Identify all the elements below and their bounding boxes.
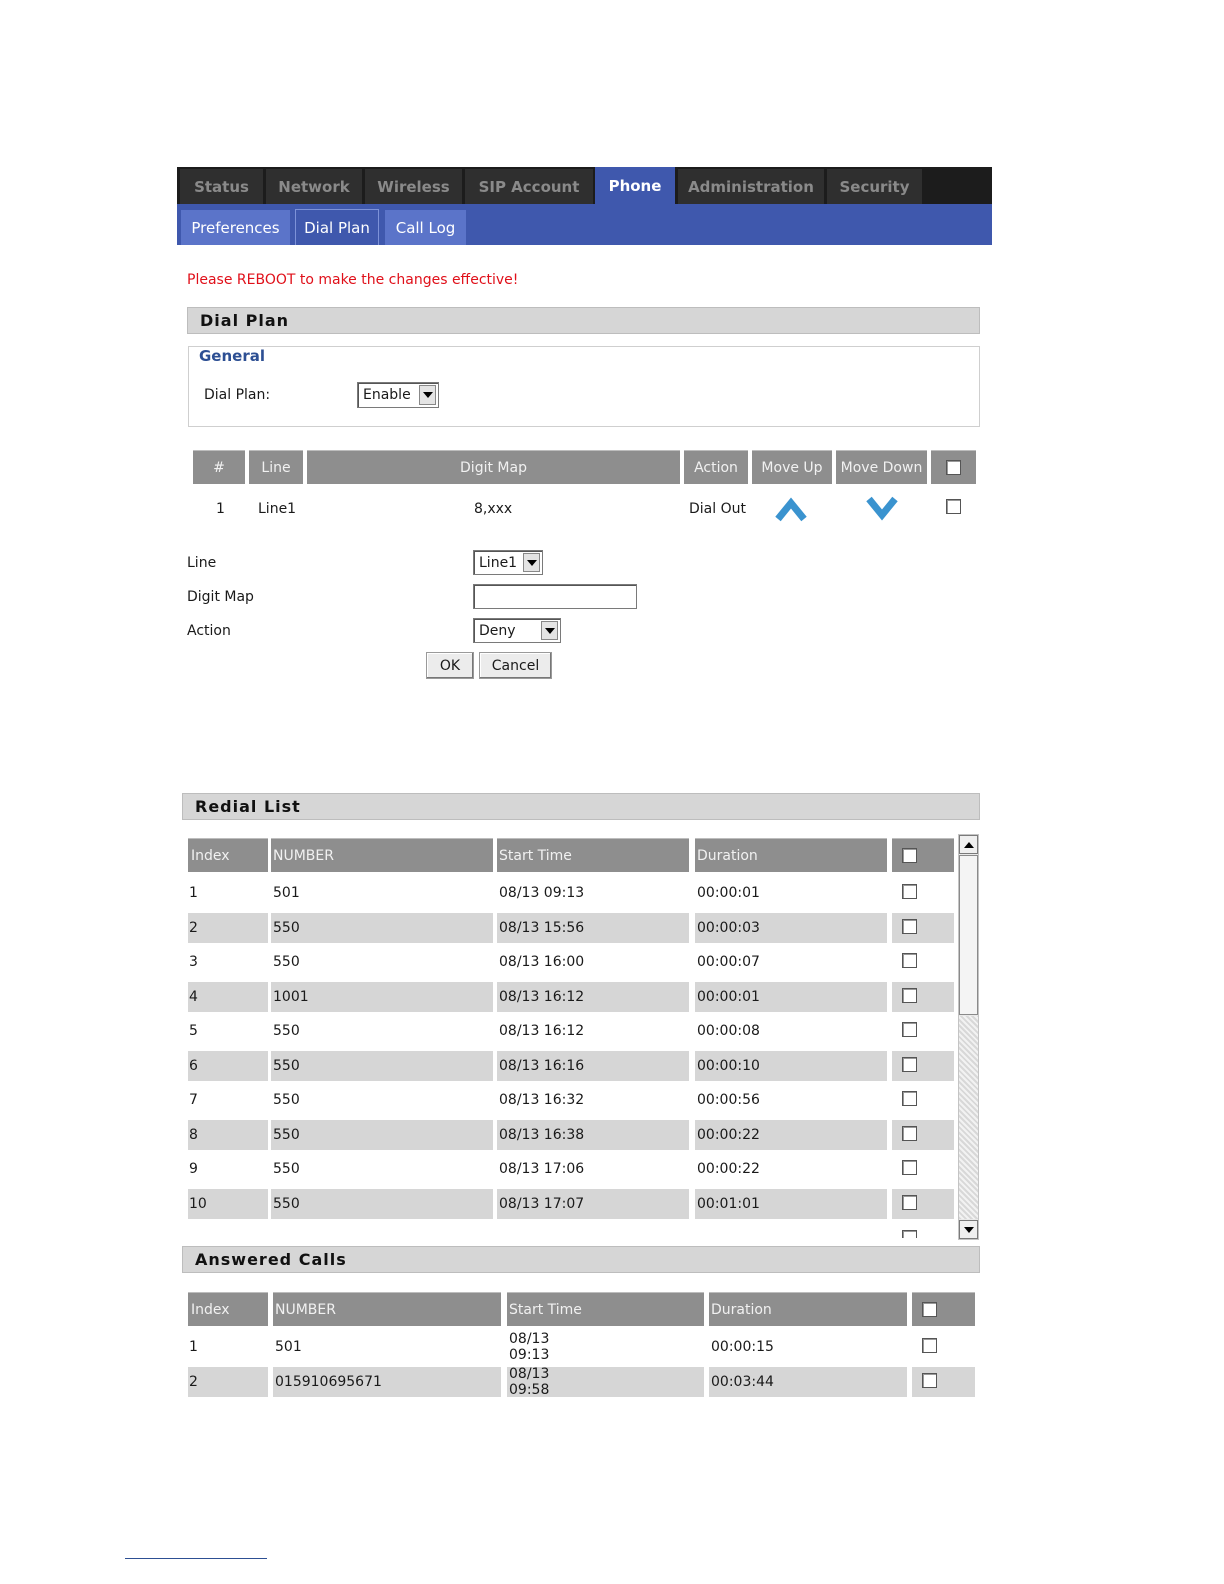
answered-row-number: 015910695671 xyxy=(275,1373,382,1390)
dial-plan-row-line: Line1 xyxy=(258,501,297,517)
redial-row-index: 1 xyxy=(189,885,198,901)
dial-plan-row-digit-map: 8,xxx xyxy=(474,501,513,517)
redial-row-duration: 00:00:22 xyxy=(697,1126,760,1143)
redial-row-index: 2 xyxy=(189,919,198,936)
dial-plan-row-number: 1 xyxy=(216,501,225,517)
row-stripe xyxy=(188,982,268,1012)
redial-row-start: 08/13 16:32 xyxy=(499,1092,585,1108)
subtab-call-log[interactable]: Call Log xyxy=(385,210,466,245)
col-header-action: Action xyxy=(684,450,748,484)
digit-map-label: Digit Map xyxy=(187,589,254,605)
dial-plan-row-action: Dial Out xyxy=(689,501,746,517)
redial-row-start: 08/13 16:00 xyxy=(499,954,585,970)
col-header-select-all xyxy=(912,1292,975,1326)
answered-row-checkbox[interactable] xyxy=(922,1338,937,1353)
row-stripe xyxy=(188,913,268,943)
redial-row-checkbox[interactable] xyxy=(902,884,917,899)
redial-row-number: 550 xyxy=(273,1161,300,1177)
redial-row-duration: 00:00:03 xyxy=(697,919,760,936)
col-header-move-up: Move Up xyxy=(752,450,832,484)
tab-status[interactable]: Status xyxy=(180,169,263,204)
redial-row-start: 08/13 16:12 xyxy=(499,1023,585,1039)
select-all-checkbox[interactable] xyxy=(946,460,961,475)
redial-row-number: 550 xyxy=(273,1057,300,1074)
line-select-value: Line1 xyxy=(479,554,518,571)
redial-row-number: 550 xyxy=(273,1126,300,1143)
redial-row-duration: 00:01:01 xyxy=(697,1195,760,1212)
action-label: Action xyxy=(187,623,231,639)
redial-row-checkbox[interactable] xyxy=(902,1160,917,1175)
scroll-track[interactable] xyxy=(959,1016,978,1219)
digit-map-input[interactable] xyxy=(473,584,637,609)
subtab-preferences[interactable]: Preferences xyxy=(181,210,290,245)
redial-row-index: 7 xyxy=(189,1092,198,1108)
redial-row-index: 8 xyxy=(189,1126,198,1143)
redial-row-duration: 00:00:01 xyxy=(697,885,760,901)
move-up-icon[interactable] xyxy=(775,495,807,523)
redial-row-start: 08/13 16:16 xyxy=(499,1057,585,1074)
redial-row-index: 3 xyxy=(189,954,198,970)
answered-row-start: 08/13 09:58 xyxy=(509,1365,550,1398)
tab-sip-account[interactable]: SIP Account xyxy=(465,169,593,204)
answered-row-duration: 00:03:44 xyxy=(711,1373,774,1390)
dial-plan-header xyxy=(187,307,980,334)
dial-plan-label: Dial Plan: xyxy=(204,387,271,403)
redial-row-start: 08/13 09:13 xyxy=(499,885,585,901)
redial-row-number: 1001 xyxy=(273,988,309,1005)
row-stripe xyxy=(188,1367,268,1397)
redial-select-all-checkbox[interactable] xyxy=(902,848,917,863)
dropdown-arrow-icon xyxy=(523,553,540,572)
col-header-duration: Duration xyxy=(709,1292,907,1326)
col-header-digit-map: Digit Map xyxy=(307,450,680,484)
tab-security[interactable]: Security xyxy=(827,169,922,204)
general-legend: General xyxy=(196,347,268,365)
redial-row-start: 08/13 17:06 xyxy=(499,1161,585,1177)
answered-row-index: 1 xyxy=(189,1339,198,1355)
reboot-notice: Please REBOOT to make the changes effective! xyxy=(187,272,519,288)
redial-row-partial xyxy=(188,1228,192,1238)
redial-row-checkbox[interactable] xyxy=(902,919,917,934)
answered-calls-title: Answered Calls xyxy=(195,1250,347,1269)
row-stripe xyxy=(188,1051,268,1081)
redial-row-number: 501 xyxy=(273,885,300,901)
col-header-duration: Duration xyxy=(695,838,887,872)
tab-administration[interactable]: Administration xyxy=(678,169,824,204)
redial-row-checkbox[interactable] xyxy=(902,1022,917,1037)
redial-list-scrollbar[interactable] xyxy=(958,834,979,1240)
general-fieldset xyxy=(188,346,980,427)
redial-row-duration: 00:00:08 xyxy=(697,1023,760,1039)
col-header-move-down: Move Down xyxy=(836,450,927,484)
cancel-button[interactable]: Cancel xyxy=(479,652,552,679)
dial-plan-title: Dial Plan xyxy=(200,311,290,330)
redial-row-number: 550 xyxy=(273,954,300,970)
row-stripe xyxy=(188,1120,268,1150)
redial-row-duration: 00:00:22 xyxy=(697,1161,760,1177)
redial-row-index: 6 xyxy=(189,1057,198,1074)
redial-row-duration: 00:00:01 xyxy=(697,988,760,1005)
action-select-value: Deny xyxy=(479,622,516,639)
redial-list-header xyxy=(182,793,980,820)
redial-row-duration: 00:00:07 xyxy=(697,954,760,970)
footer-rule xyxy=(125,1558,267,1559)
answered-calls-header xyxy=(182,1246,980,1273)
row-stripe xyxy=(271,1120,493,1150)
redial-row-duration: 00:00:10 xyxy=(697,1057,760,1074)
dial-plan-select-value: Enable xyxy=(363,387,411,403)
redial-row-start: 08/13 17:07 xyxy=(499,1195,585,1212)
redial-row-number: 550 xyxy=(273,1092,300,1108)
col-header-line: Line xyxy=(249,450,303,484)
redial-list-title: Redial List xyxy=(195,797,301,816)
redial-row-index: 5 xyxy=(189,1023,198,1039)
line-select[interactable] xyxy=(473,550,543,575)
redial-row-checkbox[interactable] xyxy=(902,988,917,1003)
answered-row-duration: 00:00:15 xyxy=(711,1339,774,1355)
redial-row-duration: 00:00:56 xyxy=(697,1092,760,1108)
subtab-dial-plan[interactable]: Dial Plan xyxy=(295,209,379,245)
scroll-thumb[interactable] xyxy=(959,855,978,1015)
col-header-start-time: Start Time xyxy=(497,838,689,872)
col-header-number: NUMBER xyxy=(271,838,493,872)
answered-row-number: 501 xyxy=(275,1339,302,1355)
action-select[interactable] xyxy=(473,618,561,643)
redial-row-partial-checkbox[interactable] xyxy=(902,1230,917,1238)
answered-select-all-checkbox[interactable] xyxy=(922,1302,937,1317)
redial-row-checkbox[interactable] xyxy=(902,1057,917,1072)
tab-wireless[interactable]: Wireless xyxy=(365,169,462,204)
redial-row-start: 08/13 16:38 xyxy=(499,1126,585,1143)
answered-row-start: 08/13 09:13 xyxy=(509,1331,550,1363)
col-header-number: # xyxy=(193,450,245,484)
sub-nav xyxy=(177,204,992,245)
row-stripe xyxy=(271,1189,493,1219)
line-label: Line xyxy=(187,555,217,571)
col-header-start-time: Start Time xyxy=(507,1292,704,1326)
redial-row-index: 9 xyxy=(189,1161,198,1177)
ok-button[interactable]: OK xyxy=(426,652,474,679)
dropdown-arrow-icon xyxy=(541,621,558,640)
dial-plan-row-checkbox[interactable] xyxy=(946,499,961,514)
row-stripe xyxy=(271,913,493,943)
move-down-icon[interactable] xyxy=(866,495,898,523)
col-header-index: Index xyxy=(188,838,268,872)
redial-row-start: 08/13 16:12 xyxy=(499,988,585,1005)
answered-row-index: 2 xyxy=(189,1373,198,1390)
redial-row-checkbox[interactable] xyxy=(902,1126,917,1141)
scroll-down-arrow-icon[interactable] xyxy=(959,1220,978,1239)
redial-row-number: 550 xyxy=(273,1023,300,1039)
col-header-select-all xyxy=(931,450,976,484)
col-header-index: Index xyxy=(188,1292,268,1326)
redial-row-index: 4 xyxy=(189,988,198,1005)
dial-plan-select[interactable] xyxy=(357,382,439,408)
col-header-number: NUMBER xyxy=(273,1292,501,1326)
tab-phone[interactable]: Phone xyxy=(595,167,675,204)
answered-row-checkbox[interactable] xyxy=(922,1373,937,1388)
redial-row-index: 10 xyxy=(189,1195,207,1212)
main-nav xyxy=(177,167,992,204)
redial-row-number: 550 xyxy=(273,919,300,936)
redial-row-checkbox[interactable] xyxy=(902,953,917,968)
scroll-up-arrow-icon[interactable] xyxy=(959,835,978,854)
redial-row-start: 08/13 15:56 xyxy=(499,919,585,936)
redial-list-table xyxy=(186,834,956,1238)
dropdown-arrow-icon xyxy=(419,385,436,405)
tab-network[interactable]: Network xyxy=(266,169,362,204)
col-header-select-all xyxy=(892,838,954,872)
redial-row-checkbox[interactable] xyxy=(902,1091,917,1106)
row-stripe xyxy=(271,1051,493,1081)
redial-row-number: 550 xyxy=(273,1195,300,1212)
redial-row-checkbox[interactable] xyxy=(902,1195,917,1210)
